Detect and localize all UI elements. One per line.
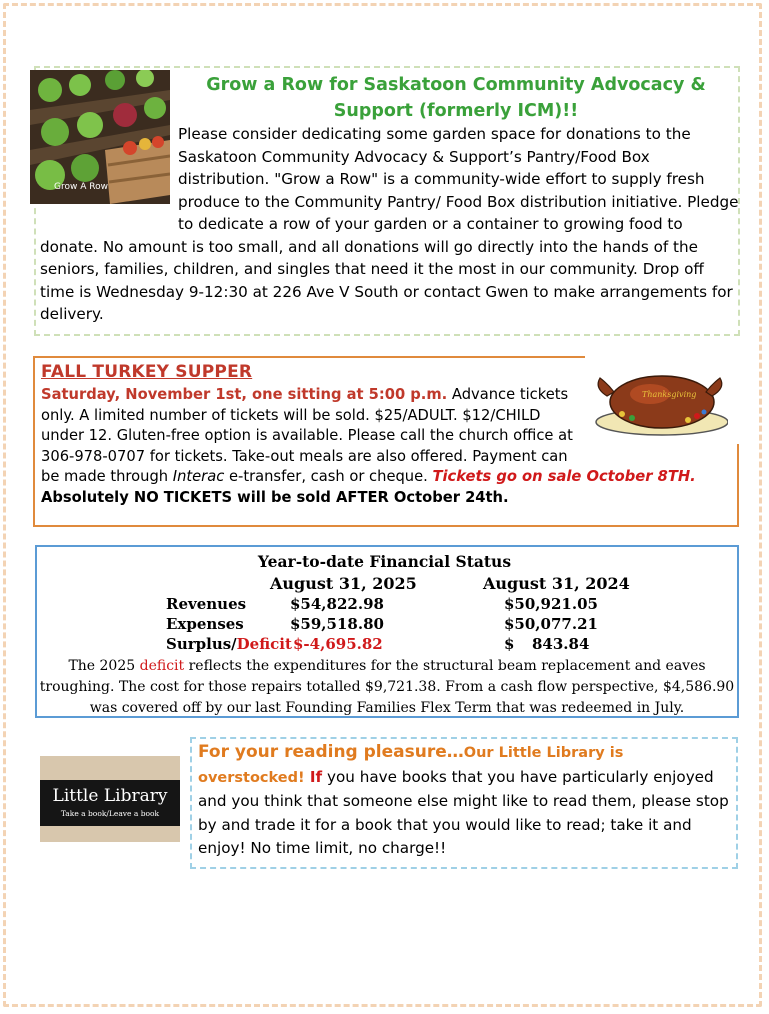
library-sign-subtitle: Take a book/Leave a book (60, 809, 160, 818)
financial-surplus-2024: 843.84 (532, 635, 590, 653)
financial-note-deficit: deficit (139, 658, 185, 674)
turkey-text-1: Advance tickets only. A limited number of tickets will be sold. $25/ADULT. $12/CHILD under 12. Gluten-free option is available. Please call the church office at 306-978-0707 for tickets. Take-out meals are also offered. Payment can be made through (41, 386, 573, 485)
grow-a-row-body: Please consider dedicating some garden space for donations to the Saskatoon Community Advocacy & Support’s Pantry/Food Box distribution. "Grow a Row" is a community-wide effort to supply fresh produce to the Community Pantry/ Food Box distribution initiative. Pledge to dedicate a row of your garden or a container to growing food to donate. No amount is too small, and all donations will go directly into the hands of the seniors, families, children, and singles that need it the most in our community. Drop off time is Wednesday 9-12:30 at 226 Ave V South or contact Gwen to make arrangements for delivery. (40, 125, 739, 323)
financial-note-post: reflects the expenditures for the structural beam replacement and eaves troughing. The cost for those repairs totalled $9,721.38. From a cash flow perspective, $4,586.90 was covered off by our last Founding Families Flex Term that was redeemed in July. (39, 658, 735, 716)
financial-col2-header: August 31, 2024 (483, 574, 630, 593)
financial-surplus-2025: $-4,695.82 (293, 635, 383, 653)
financial-row-label: Revenues (166, 595, 247, 613)
turkey-final-note: Absolutely NO TICKETS will be sold AFTER October 24th. (41, 488, 509, 506)
turkey-image-label: Thanksgiving (642, 390, 697, 399)
library-heading-3: If (304, 767, 323, 786)
turkey-border-left (33, 356, 35, 527)
turkey-interac: Interac (172, 468, 225, 485)
grow-a-row-body-wrapper (40, 123, 740, 326)
library-heading-2: Our Little Library is overstocked! (198, 745, 624, 786)
financial-note-pre: The 2025 (68, 658, 140, 674)
financial-col1-header: August 31, 2025 (270, 574, 417, 593)
roast-turkey-icon (592, 366, 728, 438)
little-library-image (40, 756, 180, 842)
financial-row-2024: $50,921.05 (504, 595, 598, 613)
financial-row-label: Expenses (166, 615, 244, 633)
library-sign-title: Little Library (52, 786, 168, 806)
financial-surplus-label (166, 635, 292, 653)
financial-row-2024: $50,077.21 (504, 615, 598, 633)
grow-a-row-image-caption: Grow A Row (54, 182, 108, 192)
financial-title: Year-to-date Financial Status (257, 552, 512, 571)
turkey-border-bottom (33, 525, 739, 527)
surplus-word: Surplus/ (166, 635, 237, 653)
turkey-image (592, 366, 728, 438)
financial-surplus-2024-sign: $ (504, 635, 515, 653)
turkey-date-line: Saturday, November 1st, one sitting at 5:00 p.m. (41, 386, 448, 403)
image-float-spacer (40, 123, 178, 218)
financial-note (37, 656, 737, 719)
grow-a-row-title: Grow a Row for Saskatoon Community Advocacy & Support (formerly ICM)!! (206, 75, 706, 121)
little-library-body-wrapper (198, 741, 734, 861)
turkey-text-2: e-transfer, cash or cheque. (224, 468, 433, 485)
library-body: you have books that you have particularly enjoyed and you think that someone else might like to read them, please stop by and trade it for a book that you would like to read; take it and enjoy! No time limit, no charge!! (198, 767, 729, 857)
library-heading-1: For your reading pleasure… (198, 742, 464, 762)
financial-row-2025: $59,518.80 (290, 615, 384, 633)
turkey-border-top (33, 356, 585, 358)
deficit-word: Deficit (236, 635, 292, 653)
turkey-sale-note: Tickets go on sale October 8TH. (432, 468, 696, 485)
turkey-supper-title: FALL TURKEY SUPPER (41, 362, 253, 382)
financial-row-2025: $54,822.98 (290, 595, 384, 613)
